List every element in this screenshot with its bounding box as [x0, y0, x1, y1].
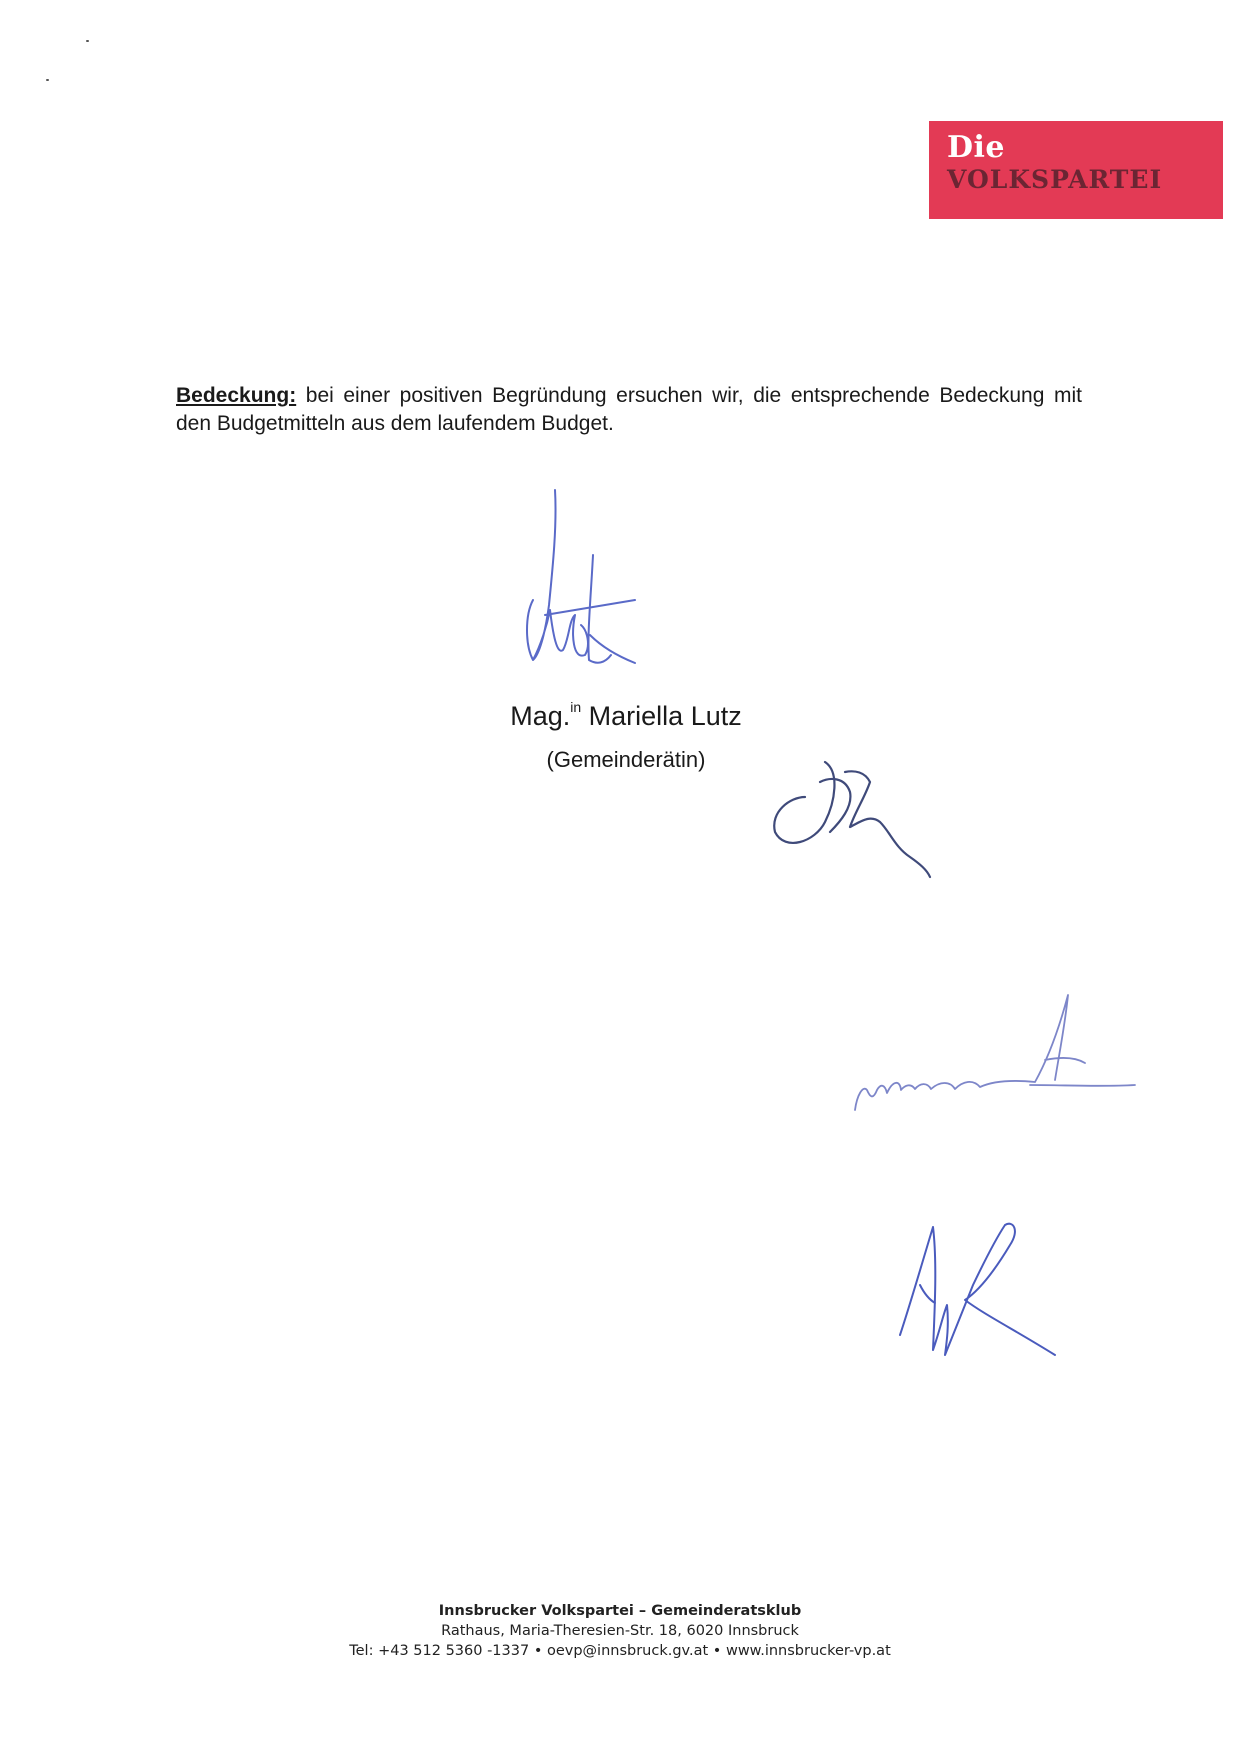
footer-address: Rathaus, Maria-Theresien-Str. 18, 6020 Innsbruck — [441, 1623, 799, 1639]
coverage-text: bei einer positiven Begründung ersuchen wir, die entsprechende Bedeckung mit den Budgetmitteln aus dem laufendem Budget. — [176, 384, 1082, 435]
scan-speck — [46, 79, 49, 81]
logo-line-1: Die — [947, 130, 1005, 165]
coverage-paragraph — [176, 382, 1082, 438]
signature-2 — [765, 752, 975, 912]
signer-name — [426, 699, 826, 732]
logo-line-2: VOLKSPARTEI — [947, 165, 1163, 194]
signature-4 — [895, 1215, 1075, 1365]
letterhead-footer — [220, 1601, 1020, 1661]
party-logo — [929, 121, 1223, 219]
signer-title: Mag. — [510, 701, 571, 731]
signer-fullname: Mariella Lutz — [581, 701, 742, 731]
signer-role: (Gemeinderätin) — [546, 747, 706, 772]
scan-speck — [86, 40, 89, 42]
footer-organization: Innsbrucker Volkspartei – Gemeinderatsklub — [438, 1603, 802, 1619]
signature-3 — [845, 985, 1175, 1125]
signature-lutz — [505, 485, 655, 685]
coverage-label: Bedeckung: — [176, 384, 297, 407]
signer-title-suffix: in — [570, 699, 582, 715]
footer-contact: Tel: +43 512 5360 -1337 • oevp@innsbruck.gv.at • www.innsbrucker-vp.at — [349, 1643, 891, 1659]
